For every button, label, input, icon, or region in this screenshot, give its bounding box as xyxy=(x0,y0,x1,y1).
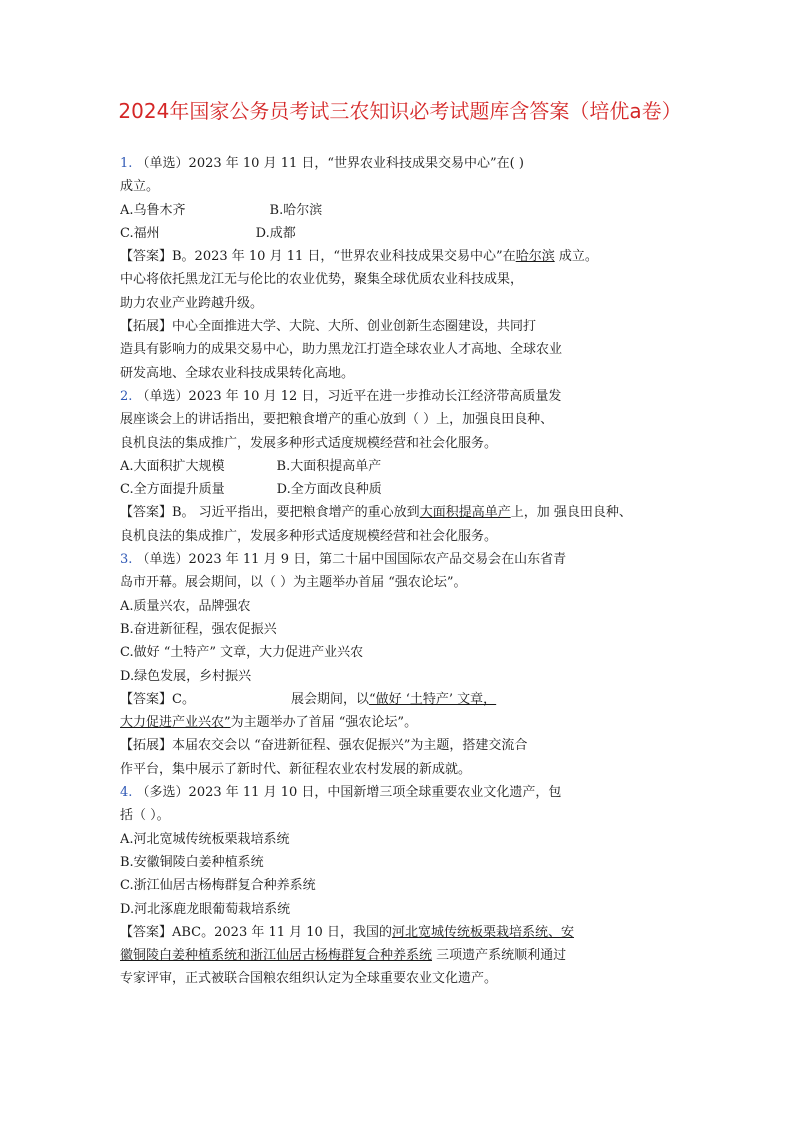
question-3-option-a: A.质量兴农，品牌强农 xyxy=(120,598,251,614)
question-2-answer-line2: 良机良法的集成推广，发展多种形式适度规模经营和社会化服务。 xyxy=(120,528,498,544)
question-3-answer-line2: 大力促进产业兴农”为主题举办了首届 “强农论坛”。 xyxy=(120,715,418,731)
question-3-extension-line2: 作平台，集中展示了新时代、新征程农业农村发展的新成就。 xyxy=(120,761,472,777)
question-1-options-cd: C.福州 D.成都 xyxy=(120,225,296,241)
question-3-option-b: B.奋进新征程，强农促振兴 xyxy=(120,621,277,637)
question-1-answer-line2: 中心将依托黑龙江无与伦比的农业优势，聚集全球优质农业科技成果， xyxy=(120,272,524,288)
question-2-stem-cont2: 良机良法的集成推广，发展多种形式适度规模经营和社会化服务。 xyxy=(120,435,498,451)
question-4-option-b: B.安徽铜陵白姜种植系统 xyxy=(120,854,264,870)
question-3-option-c: C.做好 “土特产” 文章，大力促进产业兴农 xyxy=(120,645,364,661)
question-4-stem: 4. （多选）2023 年 11 月 10 日，中国新增三项全球重要农业文化遗产，包 xyxy=(120,785,562,801)
question-1-extension-line2: 造具有影响力的成果交易中心，助力黑龙江打造全球农业人才高地、全球农业 xyxy=(120,342,563,358)
question-4-option-a: A.河北宽城传统板栗栽培系统 xyxy=(120,831,290,847)
question-number: 2. xyxy=(120,388,133,404)
question-number: 4. xyxy=(120,785,133,801)
page-title: 2024年国家公务员考试三农知识必考试题库含答案（培优a卷） xyxy=(118,99,682,123)
question-1-extension-line3: 研发高地、全球农业科技成果转化高地。 xyxy=(120,365,355,381)
question-4-stem-cont: 括（ ）。 xyxy=(120,808,170,824)
question-2-stem-cont: 展座谈会上的讲话指出，要把粮食增产的重心放到（ ）上，加强良田良种、 xyxy=(120,412,554,428)
question-list xyxy=(120,152,680,991)
question-1-stem: 1. （单选）2023 年 10 月 11 日，“世界农业科技成果交易中心”在( ) xyxy=(120,156,524,171)
question-4-option-d: D.河北涿鹿龙眼葡萄栽培系统 xyxy=(120,901,291,917)
question-number: 3. xyxy=(120,552,133,568)
question-4-answer: 【答案】ABC。2023 年 11 月 10 日，我国的河北宽城传统板栗栽培系统、安 xyxy=(120,924,574,940)
question-number: 1. xyxy=(120,156,133,171)
question-2-stem: 2. （单选）2023 年 10 月 12 日，习近平在进一步推动长江经济带高质量发 xyxy=(120,388,562,404)
question-3-option-d: D.绿色发展，乡村振兴 xyxy=(120,668,252,684)
question-3-extension: 【拓展】本届农交会以 “奋进新征程、强农促振兴”为主题，搭建交流合 xyxy=(120,738,528,754)
question-3-stem-cont: 岛市开幕。展会期间，以（ ）为主题举办首届 “强农论坛”。 xyxy=(120,575,467,591)
question-2-options-ab: A.大面积扩大规模 B.大面积提高单产 xyxy=(120,458,382,474)
question-3-stem: 3. （单选）2023 年 11 月 9 日，第二十届中国国际农产品交易会在山东省青 xyxy=(120,552,567,568)
question-2-options-cd: C.全方面提升质量 D.全方面改良种质 xyxy=(120,482,382,498)
question-1-answer: 【答案】B。2023 年 10 月 11 日，“世界农业科技成果交易中心”在哈尔滨 成立。 xyxy=(120,249,598,265)
question-3-answer: 【答案】C。 展会期间，以“做好 ‘土特产’ 文章， xyxy=(120,691,497,707)
question-1-answer-line3: 助力农业产业跨越升级。 xyxy=(120,295,264,311)
question-4-answer-line2: 徽铜陵白姜种植系统和浙江仙居古杨梅群复合种养系统 三项遗产系统顺利通过 xyxy=(120,948,567,964)
question-1-extension: 【拓展】中心全面推进大学、大院、大所、创业创新生态圈建设，共同打 xyxy=(120,319,537,335)
question-4-option-c: C.浙江仙居古杨梅群复合种养系统 xyxy=(120,878,316,894)
question-2-answer: 【答案】B。 习近平指出，要把粮食增产的重心放到大面积提高单产上，加 强良田良种、 xyxy=(120,505,632,521)
question-1-options-ab: A.乌鲁木齐 B.哈尔滨 xyxy=(120,202,323,218)
question-1-stem-cont: 成立。 xyxy=(120,179,160,195)
question-4-answer-line3: 专家评审，正式被联合国粮农组织认定为全球重要农业文化遗产。 xyxy=(120,971,498,987)
